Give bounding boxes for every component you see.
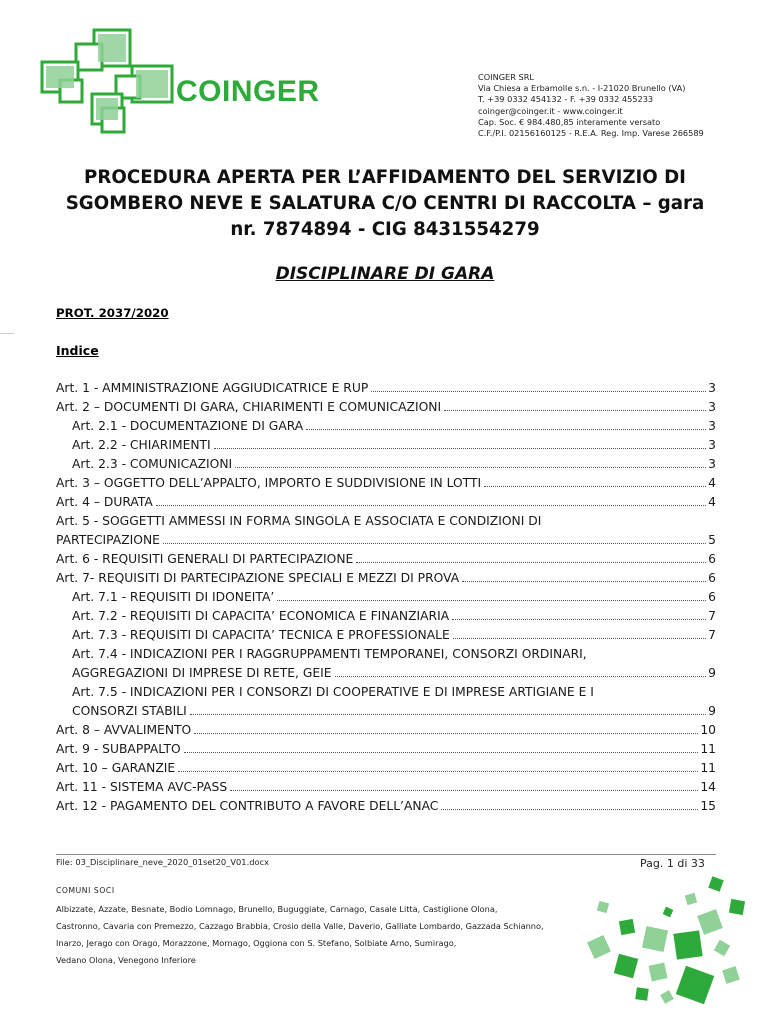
toc-entry-label: Art. 7.4 - INDICAZIONI PER I RAGGRUPPAMENTI TEMPORANEI, CONSORZI ORDINARI, [72,647,587,661]
toc-entry-page: 14 [700,780,716,794]
toc-dot-leader [184,752,699,753]
toc-dot-leader [452,619,706,620]
scattered-squares-pattern [580,872,760,1012]
toc-entry-page: 3 [708,381,716,395]
member-municipalities-heading: COMUNI SOCI [56,886,115,895]
toc-entry-page: 10 [700,723,716,737]
toc-entry[interactable] [56,759,716,778]
toc-entry-label: Art. 4 – DURATA [56,495,153,509]
municipalities-line: Inarzo, Jerago con Orago, Morazzone, Mornago, Oggiona con S. Stefano, Solbiate Arno, Sumirago, [56,938,457,948]
document-subtitle: DISCIPLINARE DI GARA [275,264,495,284]
toc-dot-leader [453,638,706,639]
toc-entry-page: 3 [708,438,716,452]
toc-entry[interactable] [56,455,716,474]
member-municipalities-list [56,901,546,969]
company-info-line: COINGER SRL [478,72,534,82]
toc-dot-leader [356,562,706,563]
toc-entry[interactable] [56,588,716,607]
toc-dot-leader [441,809,698,810]
toc-entry[interactable] [56,645,716,664]
toc-entry-label: Art. 9 - SUBAPPALTO [56,742,181,756]
toc-entry-page: 5 [708,533,716,547]
toc-entry-label: Art. 5 - SOGGETTI AMMESSI IN FORMA SINGOLA E ASSOCIATA E CONDIZIONI DI [56,514,542,528]
toc-entry[interactable] [56,664,716,683]
toc-entry-page: 6 [708,590,716,604]
footer-divider [56,854,716,855]
toc-dot-leader [163,543,706,544]
municipalities-line: Castronno, Cavaria con Premezzo, Cazzago Brabbia, Crosio della Valle, Daverio, Galliate Lombardo, Gazzada Schianno, [56,921,544,931]
toc-entry-page: 6 [708,552,716,566]
municipalities-line: Vedano Olona, Venegono Inferiore [56,955,196,965]
toc-entry-page: 3 [708,400,716,414]
toc-entry[interactable] [56,721,716,740]
toc-entry-label: Art. 2 – DOCUMENTI DI GARA, CHIARIMENTI E COMUNICAZIONI [56,400,442,414]
toc-entry[interactable] [56,797,716,816]
toc-entry-label: Art. 3 – OGGETTO DELL’APPALTO, IMPORTO E SUDDIVISIONE IN LOTTI [56,476,482,490]
toc-entry-page: 4 [708,495,716,509]
toc-entry-page: 15 [700,799,716,813]
toc-dot-leader [371,391,706,392]
toc-entry[interactable] [56,778,716,797]
toc-entry-label: Art. 11 - SISTEMA AVC-PASS [56,780,228,794]
toc-dot-leader [156,505,706,506]
toc-entry-label: Art. 7- REQUISITI DI PARTECIPAZIONE SPECIALI E MEZZI DI PROVA [56,571,460,585]
municipalities-line: Albizzate, Azzate, Besnate, Bodio Lomnago, Brunello, Buguggiate, Carnago, Casale Litta, Castiglione Olona, [56,904,498,914]
table-of-contents [56,379,716,816]
toc-dot-leader [444,410,706,411]
toc-entry-label: Art. 7.5 - INDICAZIONI PER I CONSORZI DI COOPERATIVE E DI IMPRESE ARTIGIANE E I [72,685,594,699]
toc-entry-label: Art. 6 - REQUISITI GENERALI DI PARTECIPAZIONE [56,552,354,566]
toc-entry[interactable] [56,474,716,493]
company-info [478,72,758,139]
toc-entry-page: 11 [700,742,716,756]
company-info-line: T. +39 0332 454132 - F. +39 0332 455233 [478,94,654,105]
toc-entry-page: 3 [708,457,716,471]
toc-entry-page: 6 [708,571,716,585]
title-line: nr. 7874894 - CIG 8431554279 [230,219,540,240]
toc-entry-label: AGGREGAZIONI DI IMPRESE DI RETE, GEIE [72,666,332,680]
toc-entry-label: Art. 12 - PAGAMENTO DEL CONTRIBUTO A FAVORE DELL’ANAC [56,799,439,813]
margin-mark [0,333,14,334]
toc-entry-label: CONSORZI STABILI [72,704,187,718]
toc-entry-page: 9 [708,666,716,680]
toc-dot-leader [190,714,706,715]
company-info-line: Via Chiesa a Erbamolle s.n. - I-21020 Brunello (VA) [478,83,686,94]
toc-dot-leader [230,790,698,791]
toc-entry-label: Art. 8 – AVVALIMENTO [56,723,192,737]
toc-dot-leader [194,733,698,734]
toc-entry-label: PARTECIPAZIONE [56,533,160,547]
toc-entry-page: 3 [708,419,716,433]
toc-entry-label: Art. 7.1 - REQUISITI DI IDONEITA’ [72,590,275,604]
toc-dot-leader [178,771,698,772]
toc-entry[interactable] [56,531,716,550]
toc-entry-page: 7 [708,609,716,623]
toc-entry-page: 4 [708,476,716,490]
toc-entry-label: Art. 2.3 - COMUNICAZIONI [72,457,233,471]
title-line: PROCEDURA APERTA PER L’AFFIDAMENTO DEL SERVIZIO DI [84,167,686,188]
company-info-line: Cap. Soc. € 984.480,85 interamente versato [478,116,661,127]
toc-entry[interactable] [56,626,716,645]
index-heading: Indice [56,343,99,358]
toc-entry[interactable] [56,398,716,417]
toc-entry-label: Art. 7.2 - REQUISITI DI CAPACITA’ ECONOMICA E FINANZIARIA [72,609,450,623]
toc-entry-label: Art. 10 – GARANZIE [56,761,176,775]
toc-dot-leader [335,676,707,677]
toc-entry-label: Art. 2.1 - DOCUMENTAZIONE DI GARA [72,419,304,433]
company-info-line: C.F./P.I. 02156160125 - R.E.A. Reg. Imp. Varese 266589 [478,128,704,139]
protocol-number: PROT. 2037/2020 [56,306,169,320]
toc-entry[interactable] [56,417,716,436]
coinger-logo-icon [36,28,186,138]
toc-entry[interactable] [56,702,716,721]
toc-dot-leader [462,581,706,582]
toc-dot-leader [306,429,706,430]
toc-entry[interactable] [56,550,716,569]
toc-entry-page: 7 [708,628,716,642]
company-info-line: coinger@coinger.it - www.coinger.it [478,105,623,116]
toc-entry[interactable] [56,512,716,531]
toc-entry[interactable] [56,436,716,455]
footer-page-number: Pag. 1 di 33 [640,857,705,870]
toc-entry[interactable] [56,740,716,759]
toc-entry-label: Art. 7.3 - REQUISITI DI CAPACITA’ TECNICA E PROFESSIONALE [72,628,450,642]
brand-name: COINGER [176,75,320,108]
toc-entry-label: Art. 1 - AMMINISTRAZIONE AGGIUDICATRICE E RUP [56,381,369,395]
title-line: SGOMBERO NEVE E SALATURA C/O CENTRI DI RACCOLTA – gara [65,193,705,214]
toc-entry[interactable] [56,607,716,626]
footer-file-name: File: 03_Disciplinare_neve_2020_01set20_V01.docx [56,857,270,867]
toc-entry-page: 11 [700,761,716,775]
toc-entry[interactable] [56,379,716,398]
toc-dot-leader [214,448,706,449]
toc-dot-leader [277,600,706,601]
toc-dot-leader [235,467,706,468]
toc-entry[interactable] [56,569,716,588]
toc-entry-label: Art. 2.2 - CHIARIMENTI [72,438,211,452]
toc-dot-leader [484,486,706,487]
document-title [40,165,730,243]
toc-entry[interactable] [56,683,716,702]
toc-entry[interactable] [56,493,716,512]
toc-entry-page: 9 [708,704,716,718]
